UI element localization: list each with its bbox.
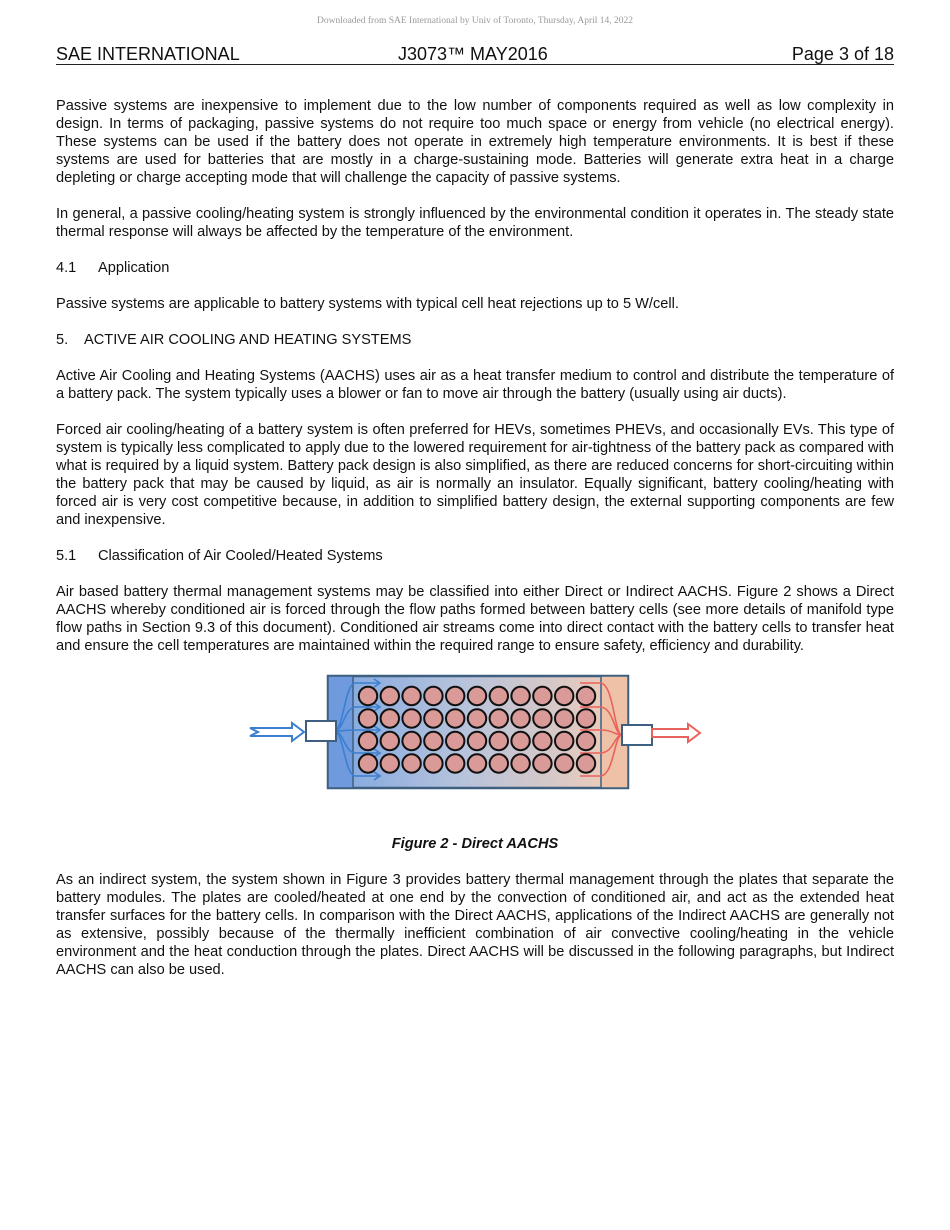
section-number: 5.1 [56,548,77,564]
battery-cell [381,732,399,750]
paragraph: Air based battery thermal management systems may be classified into either Direct or Indirect AACHS. Figure 2 shows a Direct AACHS whereby conditioned air is forced through the flow paths formed between battery cells (see more details of manifold type flow paths in Section 9.3 of this document). Conditioned air streams come into direct contact with the battery cells to transfer heat and ensure the cell temperatures are maintained within the required range to ensure safety, efficiency and durability. [56,584,894,654]
section-heading-5 [56,331,894,349]
battery-cell [533,732,551,750]
battery-cell [381,709,399,727]
battery-cell [511,709,529,727]
battery-cell [533,709,551,727]
section-title: Application [98,260,170,276]
battery-cell [446,709,464,727]
paragraph: As an indirect system, the system shown in Figure 3 provides battery thermal management through the plates that separate the battery modules. The plates are cooled/heated at one end by the convection of conditioned air, and act as the extended heat transfer surfaces for the battery cells. In comparison with the Direct AACHS, applications of the Indirect AACHS are generally not as extensive, possibly because of the thermally inefficient combination of air convective cooling/heating in the vehicle environment and the heat conduction through the plates. Direct AACHS will be discussed in the following paragraphs, but Indirect AACHS can also be used. [56,872,894,978]
battery-cell [468,754,486,772]
battery-cell [511,687,529,705]
battery-cell [577,709,595,727]
battery-cell [577,687,595,705]
section-heading-4-1 [56,259,894,277]
section-heading-5-1 [56,547,894,565]
battery-cell [511,754,529,772]
section-number: 4.1 [56,260,77,276]
battery-cell [359,754,377,772]
battery-cell [446,754,464,772]
battery-cell [555,687,573,705]
battery-cell [577,732,595,750]
figure-caption: Figure 2 - Direct AACHS [391,836,559,852]
direct-aachs-diagram [248,673,704,797]
paragraph: In general, a passive cooling/heating system is strongly influenced by the environmental condition it operates in. The steady state thermal response will always be affected by the temperature of the environment. [56,206,894,240]
section-title: ACTIVE AIR COOLING AND HEATING SYSTEMS [84,332,412,348]
battery-cell [359,732,377,750]
page-header [56,44,894,65]
inlet-arrow [250,723,304,741]
battery-cell [490,687,508,705]
paragraph: Active Air Cooling and Heating Systems (AACHS) uses air as a heat transfer medium to control and distribute the temperature of a battery pack. The system typically uses a blower or fan to move air through the battery (usually using air ducts). [56,368,894,402]
header-doc-id: J3073™ MAY2016 [398,44,548,64]
paragraph: Passive systems are inexpensive to implement due to the low number of components required as well as low complexity in design. In terms of packaging, passive systems do not require too much space or energy from vehicle (no electrical energy). These systems can be used if the battery does not operate in extremely high temperature environments. It is best if these systems are used for batteries that are mostly in a charge-sustaining mode. Batteries will generate extra heat in a charge depleting or charge accepting mode that will challenge the capacity of passive systems. [56,98,894,186]
download-watermark: Downloaded from SAE International by Univ of Toronto, Thursday, April 14, 2022 [316,16,634,26]
battery-cell [402,709,420,727]
document-body [56,97,894,997]
battery-cell [402,732,420,750]
battery-cell [381,754,399,772]
section-number: 5. [56,332,69,348]
battery-cell [533,754,551,772]
battery-cell [533,687,551,705]
inlet-port [306,721,336,741]
battery-cell [424,754,442,772]
battery-cell [490,754,508,772]
section-title: Classification of Air Cooled/Heated Systems [98,548,383,564]
battery-cell [402,754,420,772]
figure-direct-aachs [56,673,894,817]
battery-cell [424,732,442,750]
battery-cell [468,732,486,750]
battery-cell [446,732,464,750]
battery-cell [446,687,464,705]
battery-cell [359,687,377,705]
battery-cell [555,709,573,727]
battery-cell [359,709,377,727]
battery-cell [555,732,573,750]
outlet-arrow [652,724,700,742]
battery-cell [490,732,508,750]
battery-cell [424,709,442,727]
outlet-port [622,725,652,745]
paragraph: Forced air cooling/heating of a battery system is often preferred for HEVs, sometimes PHEVs, and occasionally EVs. This type of system is typically less complicated to apply due to the lowered requirement for air-tightness of the battery pack as compared with what is required by a liquid system. Battery pack design is also simplified, as there are reduced concerns for short-circuiting within the battery pack that may be caused by liquid, as air is normally an insulator. Equally significant, battery cooling/heating with forced air is very cost competitive because, in addition to simplified battery design, the external supporting components are few and inexpensive. [56,422,894,528]
header-page-number: Page 3 of 18 [791,44,894,64]
battery-cell [402,687,420,705]
battery-cell [381,687,399,705]
battery-cell [511,732,529,750]
battery-cell [424,687,442,705]
battery-cell [468,709,486,727]
battery-cell [555,754,573,772]
paragraph: Passive systems are applicable to battery systems with typical cell heat rejections up to 5 W/cell. [56,296,679,312]
battery-cell [468,687,486,705]
battery-cell [577,754,595,772]
battery-cell [490,709,508,727]
header-org: SAE INTERNATIONAL [56,44,240,64]
